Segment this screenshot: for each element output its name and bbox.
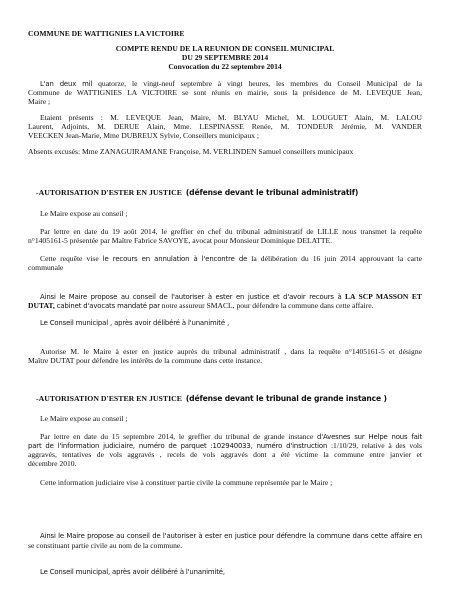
- section1-decision: Le Conseil municipal , après avoir délibéré à l'unanimité ,: [40, 319, 230, 327]
- section2-heading: -AUTORISATION D'ESTER EN JUSTICE (défense devant le tribunal de grande instance ): [36, 394, 387, 403]
- intro-line-3: Maire ;: [28, 97, 51, 106]
- section2-p1-line3: aggravés, tentatives de vols aggravés , recels de vols aggravés dont a été victime la commune entre janvier et: [28, 450, 422, 459]
- document-title: COMPTE RENDU DE LA REUNION DE CONSEIL MUNICIPAL: [115, 44, 335, 53]
- absent-line: Absents excusés: Mme ZANAGUIRAMANE Françoise, M. VERLINDEN Samuel conseillers municipaux: [28, 147, 354, 156]
- section2-p1-line1: Par lettre en date du 15 septembre 2014, le greffier du tribunal de grande instance d'Avesnes sur Helpe nous fait: [40, 432, 422, 441]
- section1-heading: -AUTORISATION D'ESTER EN JUSTICE (défense devant le tribunal administratif): [36, 188, 359, 197]
- section2-expose: Le Maire expose au conseil ;: [40, 414, 128, 423]
- section1-p1-line1: Par lettre en date du 19 août 2014, le greffier en chef du tribunal administratif de LILLE nous transmet la requête: [40, 227, 422, 236]
- meeting-date: DU 29 SEPTEMBRE 2014: [181, 53, 269, 62]
- intro-opening-handwritten: L'an deux mil: [40, 80, 93, 88]
- section1-p4-line2: Maître DUTAT pour défendre les intérêts de la commune dans cette instance.: [28, 356, 263, 365]
- section1-p3-line1: Ainsi le Maire propose au conseil de l'autoriser à ester en justice et d'avoir recours à LA SCP MASSON ET: [40, 292, 422, 301]
- convocation-date: Convocation du 22 septembre 2014: [168, 62, 282, 71]
- section2-p1-line2: part de l'information judiciaire, numéro de parquet :102940033, numéro d'instruction :1/10/29, relative à des vols: [28, 441, 422, 450]
- present-line-3: VEECKEN Jean-Marie, Mme DUBREUX Sylvie, Conseillers municipaux ;: [28, 131, 259, 140]
- section2-p3-line1: Ainsi le Maire propose au conseil de l'autoriser à ester en justice pour défendre la commune dans cette affaire en: [40, 532, 422, 540]
- section2-p1-line4: décembre 2010.: [28, 459, 77, 468]
- present-line-1: Etaient présents : M. LEVEQUE Jean, Maire, M. BLYAU Michel, M. LOUGUET Alain, M. LALOU: [40, 113, 422, 122]
- section2-decision: Le Conseil municipal, après avoir délibéré à l'unanimité,: [40, 568, 225, 576]
- section1-p1-line2: n°1405161-5 présentée par Maître Fabrice SAVOYE, avocat pour Monsieur Dominique DELATTE.: [28, 236, 333, 245]
- section1-p3-line2: DUTAT, cabinet d'avocats mandaté par notre assureur SMACL, pour défendre la commune dans cette affaire.: [28, 301, 374, 310]
- intro-line-2: Commune de WATTIGNIES LA VICTOIRE se sont réunis en mairie, sous la présidence de M. LEVEQUE Jean,: [28, 88, 422, 97]
- section1-p2-line2: communale: [28, 263, 64, 272]
- present-line-2: Laurent, Adjoints, M. DERUE Alain, Mme. LESPINASSE Renée, M. TONDEUR Jérémie, M. VANDER: [28, 122, 422, 131]
- section2-p3-line2: se constituant partie civile au nom de la commune.: [28, 541, 183, 550]
- commune-name: COMMUNE DE WATTIGNIES LA VICTOIRE: [28, 29, 185, 38]
- section1-p4-line1: Autorise M. le Maire à ester en justice auprès du tribunal administratif , dans la requête n°1405161-5 et désigne: [40, 347, 422, 356]
- intro-line-1: L'an deux mil quatorze, le vingt-neuf septembre à vingt heures, les membres du Conseil Municipal de la: [40, 79, 422, 88]
- section1-expose: Le Maire expose au conseil ;: [40, 209, 128, 218]
- section1-p2-line1: Cette requête vise le recours en annulation à l'encontre de la délibération du 16 juin 2014 approuvant la carte: [40, 254, 422, 263]
- section2-p2: Cette information judiciaire vise à constituer partie civile la commune représentée par le Maire ;: [40, 478, 333, 487]
